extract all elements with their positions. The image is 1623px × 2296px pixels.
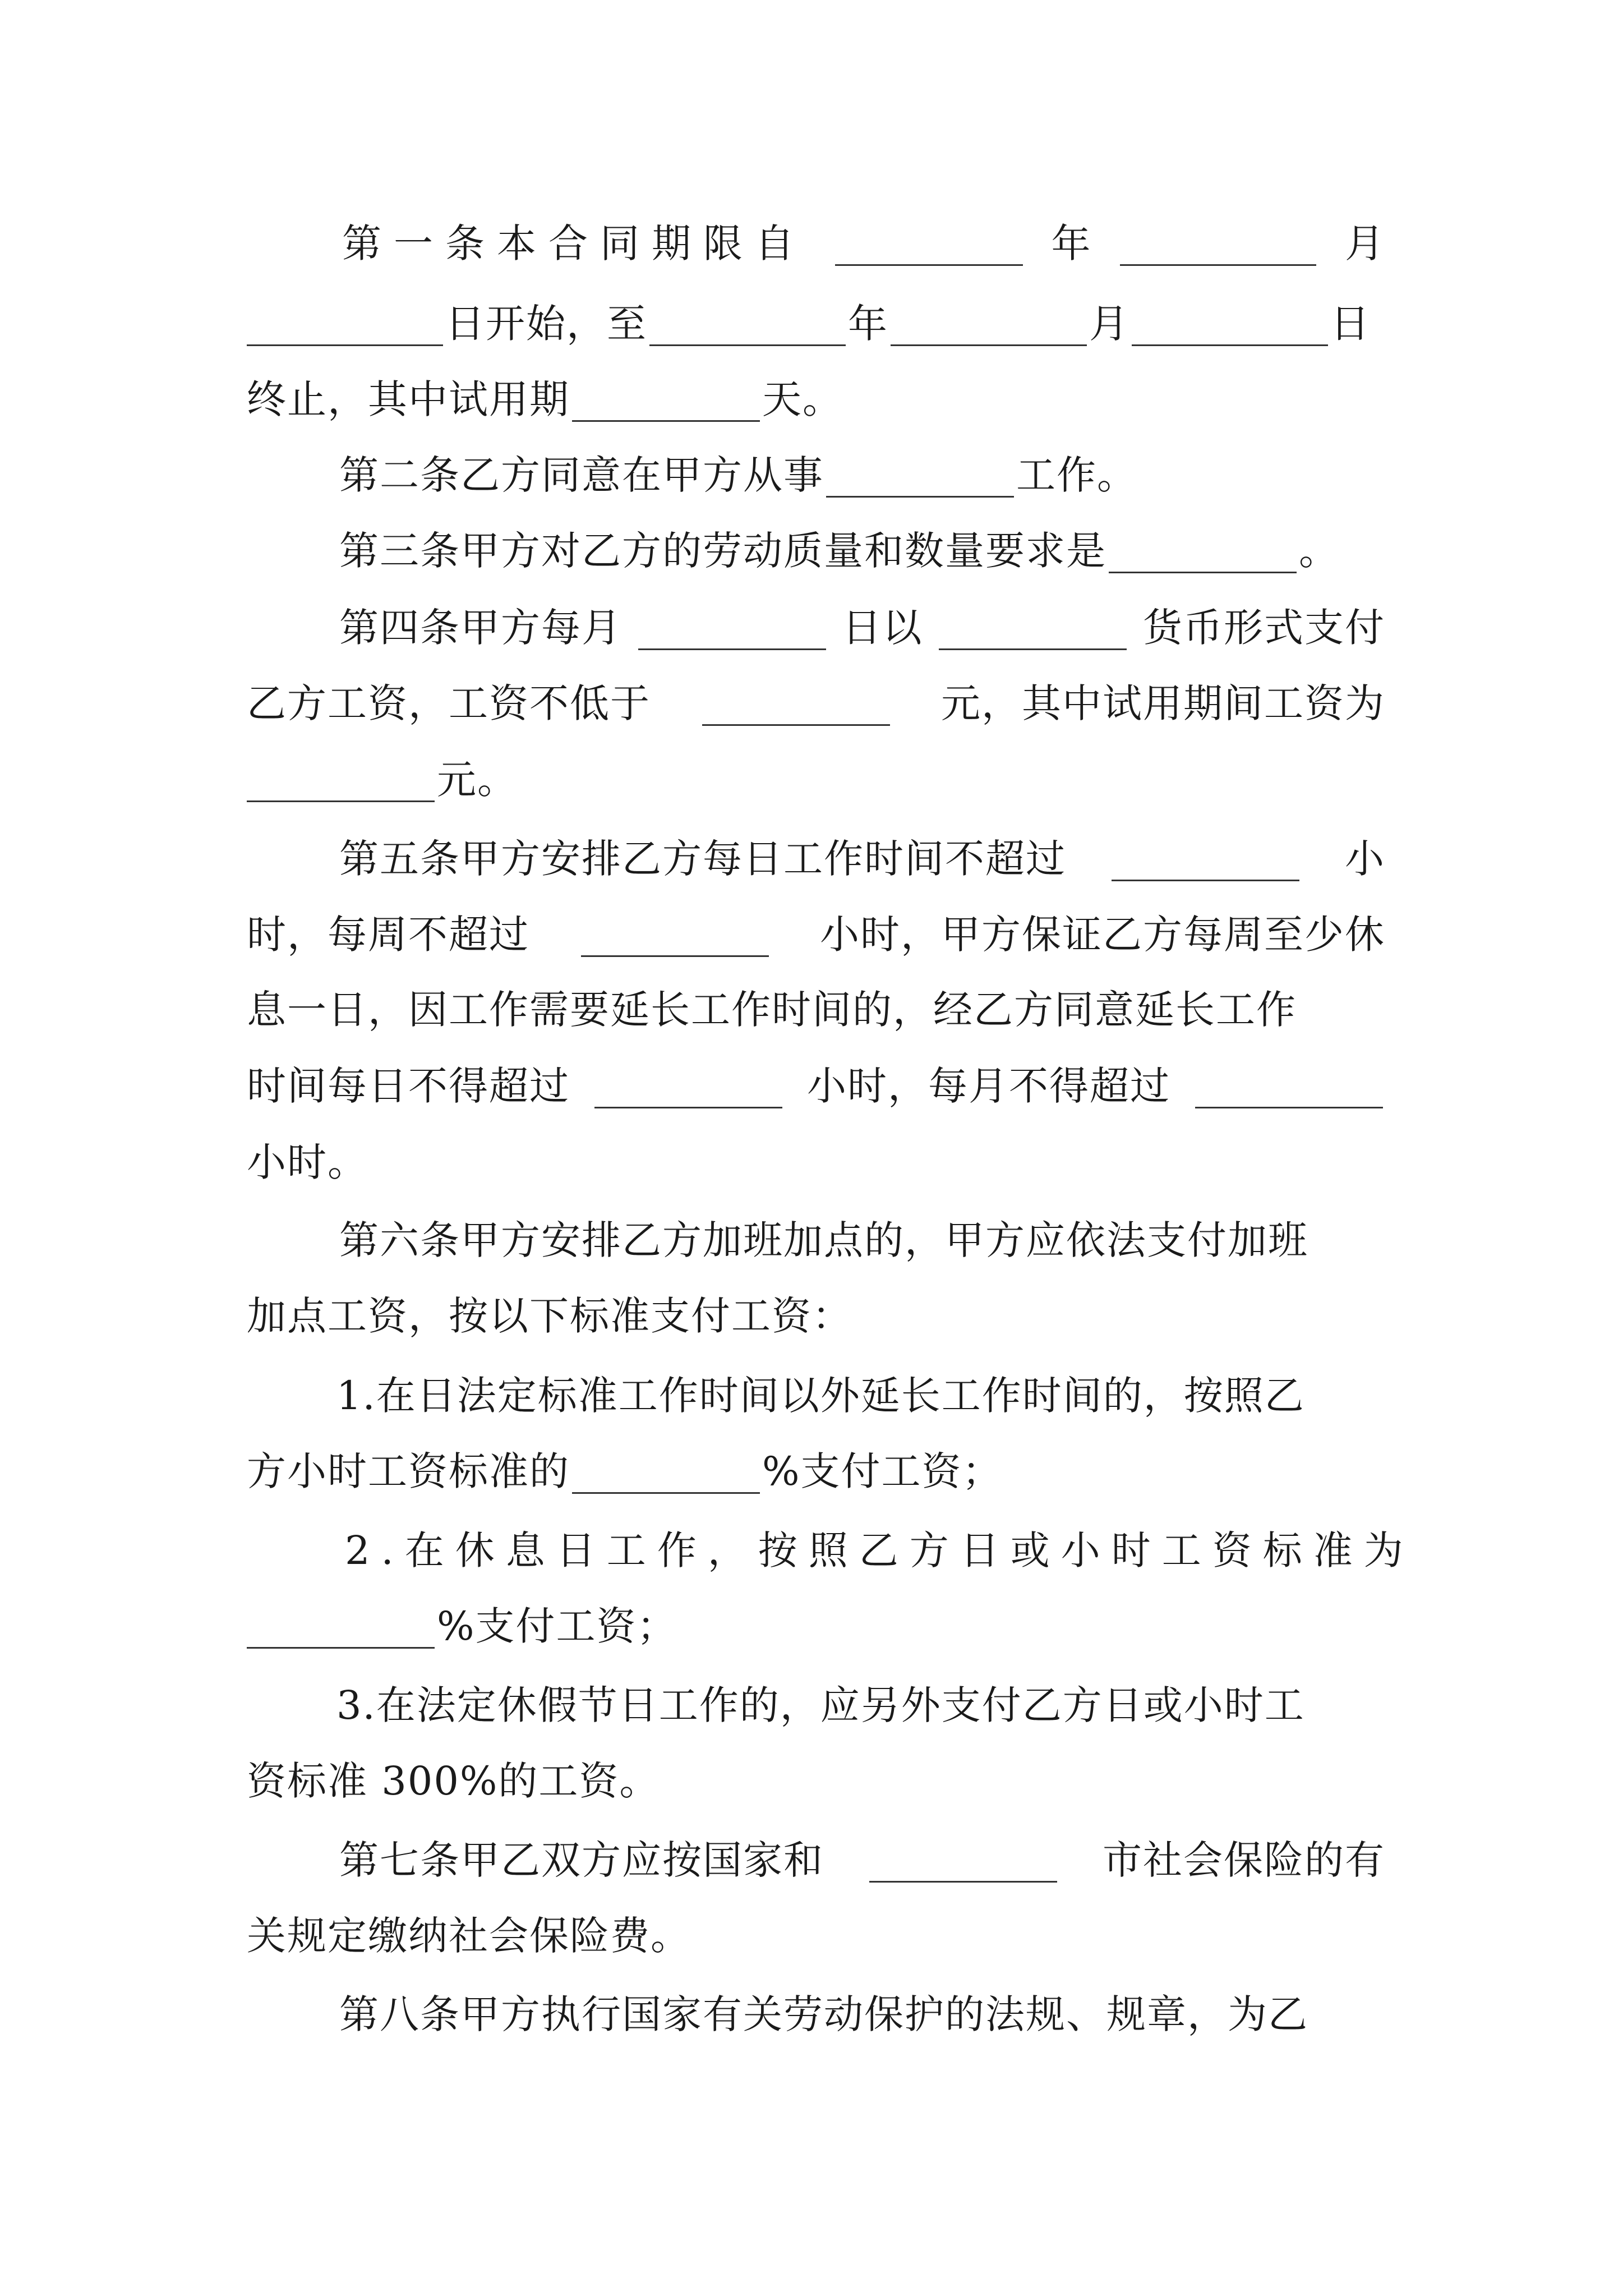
- article-2-text: 第二条乙方同意在甲方从事: [339, 452, 824, 498]
- article-4-line-3: [247, 753, 1385, 807]
- article-6-line-2: [247, 1289, 1385, 1343]
- blank-field[interactable]: [1195, 1068, 1383, 1108]
- article-3-line-1: [339, 524, 1416, 578]
- blank-field[interactable]: [594, 1068, 782, 1108]
- article-6-item-1-line-1: [336, 1369, 1385, 1423]
- article-6-item-1-text: 1.在日法定标准工作时间以外延长工作时间的，按照乙: [336, 1373, 1305, 1419]
- article-5-text: 小: [1345, 836, 1385, 882]
- article-6-item-1-text: %支付工资；: [762, 1448, 1003, 1494]
- article-4-text: 元，其中试用期间工资为: [941, 680, 1385, 726]
- article-5-line-1: [339, 832, 1385, 886]
- article-4-text: 乙方工资，工资不低于: [247, 680, 651, 726]
- article-6-item-1-line-2: [247, 1444, 1385, 1498]
- article-6-item-3-text: 资标准 300%的工资。: [247, 1758, 660, 1804]
- article-6-item-3-line-1: [336, 1678, 1385, 1732]
- article-2-text: 工作。: [1016, 452, 1137, 498]
- blank-field[interactable]: [835, 225, 1023, 266]
- article-1-text: 日: [1330, 301, 1371, 347]
- blank-field[interactable]: [247, 761, 435, 802]
- article-7-line-1: [339, 1833, 1385, 1887]
- blank-field[interactable]: [1132, 305, 1328, 346]
- article-6-text: 第六条甲方安排乙方加班加点的，甲方应依法支付加班: [339, 1217, 1308, 1263]
- article-1-text: 月: [1345, 220, 1385, 266]
- article-1-text: 天。: [762, 376, 843, 422]
- article-6-item-3-line-2: [247, 1754, 1385, 1808]
- article-8-text: 第八条甲方执行国家有关劳动保护的法规、规章，为乙: [339, 1991, 1308, 2037]
- blank-field[interactable]: [869, 1842, 1057, 1883]
- article-1-line-1: [342, 217, 1385, 270]
- article-1-text: 月: [1089, 301, 1129, 347]
- article-6-item-2-text: 2.在休息日工作，按照乙方日或小时工资标准为: [345, 1527, 1414, 1573]
- article-6-item-1-text: 方小时工资标准的: [247, 1448, 570, 1494]
- blank-field[interactable]: [247, 305, 443, 346]
- article-5-text: 时，每周不超过: [247, 912, 529, 958]
- article-6-item-3-text: 3.在法定休假节日工作的，应另外支付乙方日或小时工: [336, 1682, 1305, 1728]
- article-4-text: 日以: [842, 605, 923, 651]
- article-5-line-4: [247, 1059, 1385, 1113]
- article-5-line-5: [247, 1135, 1385, 1189]
- article-7-line-2: [247, 1909, 1385, 1963]
- blank-field[interactable]: [247, 1608, 435, 1649]
- article-4-line-2: [247, 677, 1385, 730]
- article-1-text: 年: [848, 301, 888, 347]
- blank-field[interactable]: [581, 916, 769, 957]
- article-4-text: 元。: [437, 757, 518, 803]
- article-3-text: 。: [1299, 528, 1339, 574]
- article-5-line-3: [247, 983, 1385, 1037]
- article-5-text: 息一日，因工作需要延长工作时间的，经乙方同意延长工作: [247, 987, 1297, 1033]
- article-1-text: 日开始，至: [445, 301, 647, 347]
- article-1-text: 第一条本合同期限自: [342, 220, 806, 266]
- article-7-text: 关规定缴纳社会保险费。: [247, 1913, 691, 1959]
- article-6-item-2-text: %支付工资；: [437, 1603, 677, 1649]
- blank-field[interactable]: [572, 381, 760, 422]
- article-1-line-2: [247, 297, 1385, 351]
- article-4-line-1: [339, 601, 1385, 655]
- blank-field[interactable]: [891, 305, 1087, 346]
- blank-field[interactable]: [939, 609, 1127, 650]
- article-5-text: 小时。: [247, 1139, 368, 1185]
- article-6-line-1: [339, 1213, 1385, 1267]
- blank-field[interactable]: [1109, 532, 1297, 573]
- article-7-text: 市社会保险的有: [1103, 1837, 1385, 1883]
- article-5-text: 小时，每月不得超过: [807, 1063, 1170, 1109]
- blank-field[interactable]: [1112, 840, 1299, 881]
- blank-field[interactable]: [572, 1453, 760, 1494]
- article-1-text: 终止，其中试用期: [247, 376, 570, 422]
- article-1-text: 年: [1051, 220, 1092, 266]
- article-6-item-2-line-1: [345, 1524, 1414, 1577]
- blank-field[interactable]: [1120, 225, 1316, 266]
- article-5-text: 小时，甲方保证乙方每周至少休: [820, 912, 1385, 958]
- blank-field[interactable]: [702, 685, 890, 726]
- article-7-text: 第七条甲乙双方应按国家和: [339, 1837, 824, 1883]
- article-8-line-1: [339, 1987, 1385, 2041]
- article-5-text: 时间每日不得超过: [247, 1063, 570, 1109]
- article-5-line-2: [247, 908, 1385, 961]
- article-6-item-2-line-2: [247, 1599, 1385, 1653]
- article-6-text: 加点工资，按以下标准支付工资：: [247, 1293, 852, 1339]
- article-3-text: 第三条甲方对乙方的劳动质量和数量要求是: [339, 528, 1106, 574]
- blank-field[interactable]: [638, 609, 826, 650]
- article-2-line-1: [339, 448, 1478, 502]
- article-4-text: 第四条甲方每月: [339, 605, 622, 651]
- article-1-line-3: [247, 372, 1385, 426]
- article-5-text: 第五条甲方安排乙方每日工作时间不超过: [339, 836, 1066, 882]
- blank-field[interactable]: [649, 305, 846, 346]
- blank-field[interactable]: [826, 457, 1014, 498]
- article-4-text: 货币形式支付: [1143, 605, 1385, 651]
